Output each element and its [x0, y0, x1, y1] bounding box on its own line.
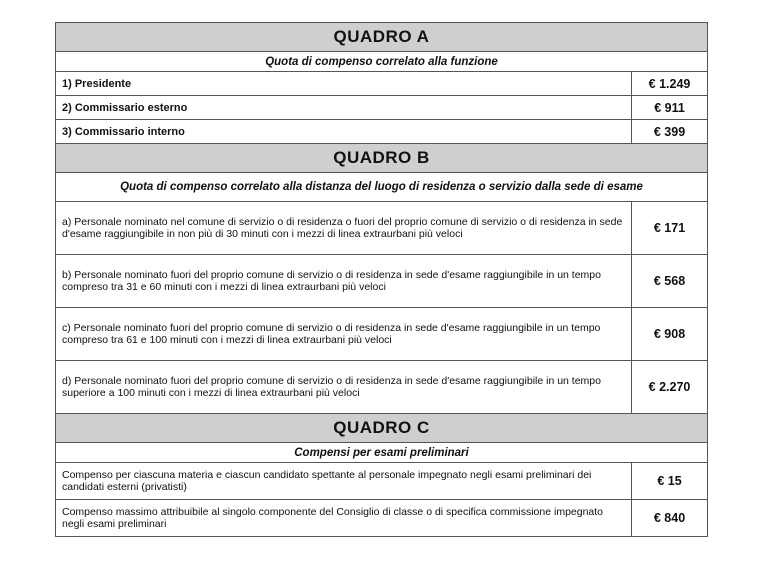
quadro-c-header-row [56, 414, 708, 443]
quadro-c-title: QUADRO C [56, 414, 708, 443]
table-row [56, 463, 708, 500]
quadro-b-row-label: d) Personale nominato fuori del proprio comune di servizio o di residenza in sede d'esame raggiungibile in un tempo superiore a 100 minuti con i mezzi di linea extraurbani più veloci [56, 361, 632, 414]
table-row [56, 361, 708, 414]
quadro-a-header-row [56, 23, 708, 52]
quadro-b-row-amount: € 171 [632, 202, 708, 255]
quadro-c-row-amount: € 15 [632, 463, 708, 500]
quadro-a-row-amount: € 1.249 [632, 72, 708, 96]
table-row [56, 308, 708, 361]
quadro-a-row-amount: € 911 [632, 96, 708, 120]
quadro-b-row-label: c) Personale nominato fuori del proprio comune di servizio o di residenza in sede d'esame raggiungibile in un tempo compreso tra 61 e 100 minuti con i mezzi di linea extraurbani più veloci [56, 308, 632, 361]
quadro-c-subtitle: Compensi per esami preliminari [56, 443, 708, 463]
quadro-c-row-amount: € 840 [632, 500, 708, 537]
quadro-a-subtitle: Quota di compenso correlato alla funzione [56, 52, 708, 72]
quadro-b-title: QUADRO B [56, 144, 708, 173]
quadro-a-row-label: 2) Commissario esterno [56, 96, 632, 120]
quadro-b-subtitle: Quota di compenso correlato alla distanza del luogo di residenza o servizio dalla sede di esame [56, 173, 708, 202]
table-row [56, 72, 708, 96]
quadro-b-row-amount: € 568 [632, 255, 708, 308]
quadro-b-header-row [56, 144, 708, 173]
quadro-a-subtitle-row [56, 52, 708, 72]
quadro-c-row-label: Compenso massimo attribuibile al singolo componente del Consiglio di classe o di specifica commissione impegnato negli esami preliminari [56, 500, 632, 537]
table-row [56, 500, 708, 537]
quadro-b-subtitle-row [56, 173, 708, 202]
compensation-table [55, 22, 708, 537]
quadro-b-row-label: b) Personale nominato fuori del proprio comune di servizio o di residenza in sede d'esame raggiungibile in un tempo compreso tra 31 e 60 minuti con i mezzi di linea extraurbani più veloci [56, 255, 632, 308]
quadro-b-row-amount: € 2.270 [632, 361, 708, 414]
table-row [56, 120, 708, 144]
quadro-a-row-amount: € 399 [632, 120, 708, 144]
table-row [56, 202, 708, 255]
quadro-a-title: QUADRO A [56, 23, 708, 52]
quadro-b-row-amount: € 908 [632, 308, 708, 361]
quadro-c-row-label: Compenso per ciascuna materia e ciascun candidato spettante al personale impegnato negli esami preliminari dei candidati esterni (privatisti) [56, 463, 632, 500]
table-row [56, 96, 708, 120]
quadro-c-subtitle-row [56, 443, 708, 463]
quadro-a-row-label: 3) Commissario interno [56, 120, 632, 144]
quadro-b-row-label: a) Personale nominato nel comune di servizio o di residenza o fuori del proprio comune di servizio o di residenza in sede d'esame raggiungibile in non più di 30 minuti con i mezzi di linea extraurbani più veloci [56, 202, 632, 255]
compensation-document [55, 22, 708, 537]
quadro-a-row-label: 1) Presidente [56, 72, 632, 96]
table-row [56, 255, 708, 308]
